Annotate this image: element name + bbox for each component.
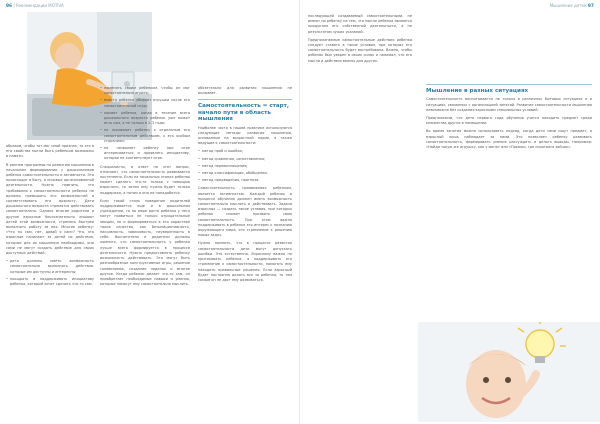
left-column-1 — [6, 144, 94, 290]
list-item: • не позволяет ребенку при игре интересоваться и проявлять инициативу, которая не соответствует игре. — [100, 146, 190, 162]
right-col2-text-3: Во время занятия можно использовать подход, когда дети сами ищут предмет, а взрослый лишь наблюдает за ними. Это позволяет ребенку развивать самостоятельность, формировать умение рассуждать и делать выводы. Например: «Найди такую же игрушку, как у меня» или «Покажи, где спрятался зайчик». — [426, 129, 592, 150]
list-item: • дети должны иметь возможность самостоятельно выполнять действия, которые им доступны и интересны; — [6, 259, 94, 275]
section-heading-independence: Самостоятельность = старт, начало пути в область мышления — [198, 103, 290, 123]
left-column-2 — [100, 86, 190, 290]
list-item: • метод предвидения, прогноза. — [198, 178, 292, 183]
left-col3-text-1: Наиболее часто в нашей практике используются следующие методы развития мышления, основанные на возрастной норме, а также ведущие к самостоятельности: — [198, 125, 292, 146]
right-column-1 — [308, 14, 412, 67]
right-column-2 — [426, 82, 592, 153]
list-item: • вместо ребенка убирает игрушки после его самостоятельной игры; — [100, 98, 190, 108]
child-idea-icon — [418, 322, 600, 422]
right-running-header — [550, 3, 594, 9]
left-running-header — [6, 3, 64, 9]
right-page-number: 97 — [587, 4, 594, 9]
left-col1-list — [6, 259, 94, 287]
left-col3-text-3: Нужно помнить, что в процессе развития самостоятельности дети могут допускать ошибки. Это естественно. Взрослому важно не критиковать ребенка, а поддерживать его стремление к самостоятельности, помогать ему находить правильные решения. Если взрослый будет постоянно делать все за ребенка, то тем самым он не даст ему развиваться. — [198, 241, 292, 282]
list-item: • поощрять и поддерживать инициативу ребенка, который хочет сделать что-то сам. — [6, 277, 94, 287]
list-item: • не проявляет ребенку к отдельным его самостоятельным действиям, к его особым стараниям; — [100, 128, 190, 144]
left-col1-para-1: образом, чтобы тот мог иной признак, то это в его свойства могли быть ребенком возможны в памяти. — [6, 144, 94, 159]
left-col1-para-2: В раннем программы по развитию мышления в начальном формировании у дошкольников ребенка самостоятельности и активности. Это происходит в быту, в игровых организованной деятельности. Нужно помнить, что требования к самостоятельности ребенка не должны превышать его возможностей и соответствовать его возрасту. Дети дошкольного возраста стремятся действовать самостоятельно. Однако многие родители и другие взрослые бессознательно лишают детей этой возможности, стремясь быстрее выполнить работу за них. Многие ребенку: «Что ты сам, нет, давай я сам»? Что, это взрослые начинают за детей их действия, которые для их мышления необходимы, они сами не могут создать действие для своих доступных действий. — [6, 162, 94, 256]
section-heading-situations: Мышление в разных ситуациях — [426, 88, 529, 94]
right-col1-para-2: Предполагаемые самостоятельные действия ребенка следует ставить в такие условия, при которых его самостоятельность будет востребована. Важно, чтобы ребенок был уверен в своих силах и понимал, что его мысли и действия важны для других. — [308, 37, 412, 63]
list-item: • метод перевоплощения; — [198, 164, 292, 169]
left-column-3 — [198, 86, 292, 286]
list-item: • метод классификации, обобщения; — [198, 171, 292, 176]
left-col2-para-1: Специалисты, в ответ на этот вопрос, отмечают, что самостоятельность развивается постепенно. Если на начальных этапах ребенок может сделать что-то только с помощью взрослого, то затем ему нужна будет только поддержка, а потом и она не понадобится. — [100, 164, 190, 195]
list-item: • метод сравнения, сопоставления; — [198, 157, 292, 162]
right-col2-text-1: Самостоятельность воспитывается не только в различных бытовых ситуациях и в ситуациях, связанных с организацией занятий. Развитие самостоятельности мышления невозможно без создания взрослыми специальных условий. — [426, 97, 592, 112]
child-idea-photo — [418, 322, 600, 422]
left-header-section: | Рекомендации MOTIVA — [13, 3, 64, 8]
left-col2-para-2: Если такой стиль поведения родителей поддерживается еще и в дошкольном учреждении, то по мере роста ребенка у него могут появиться не только отрицательные эмоции, но и формироваться в его характере такие качества, как безынициативность, пассивность, зависимость, неуверенность в себе. Воспитатели и родители должны помнить, что самостоятельность у ребенка лучше всего формируется в процессе деятельности. Нужно предоставлять ребенку возможность действовать. Это могут быть разнообразные конструктивные игры, решение головоломок, создание поделок и многое другое. Когда ребенок делает что-то сам, он приобретает необходимые навыки и умения, которые помогут ему самостоятельно мыслить. — [100, 198, 190, 287]
right-header-section: Мышление детей — [549, 3, 587, 8]
right-col1-para-1: последующей создаваемый самостоятельными, не имеют по ребенку на тем, что мысли ребенка являются продуктом его собственной деятельности, а не результатом чужих указаний. — [308, 14, 412, 34]
divider — [426, 84, 592, 85]
list-item: • метод проб и ошибок; — [198, 149, 292, 154]
divider — [198, 99, 292, 100]
left-page-number: 96 — [6, 4, 13, 9]
left-col3-intro: обязательно для развития мышления не вызывает. — [198, 86, 292, 96]
methods-list — [198, 149, 292, 183]
left-col2-list — [100, 86, 190, 162]
right-col2-text-2: Предположим, что дети первого года обучения учатся находить предмет среди множества других в помещении. — [426, 116, 592, 126]
left-col3-text-2: Самостоятельность, проявляемая ребенком, является активностью. Каждый ребенок в процессе обучения должен иметь возможность самостоятельно мыслить и действовать. Задача взрослых — создать такие условия, при которых ребенок сможет проявить свою самостоятельность. При этом важно поддерживать в ребенке его интерес к познанию окружающего мира, его стремление к решению новых задач. — [198, 186, 292, 238]
list-item: • кормит ребенка, когда в течение всего дошкольного возраста ребенок уже может есть сам, а не только в 2–3 года; — [100, 111, 190, 127]
list-item: • поменять своим ребенком, чтобы он мог самостоятельно играть; — [100, 86, 190, 96]
